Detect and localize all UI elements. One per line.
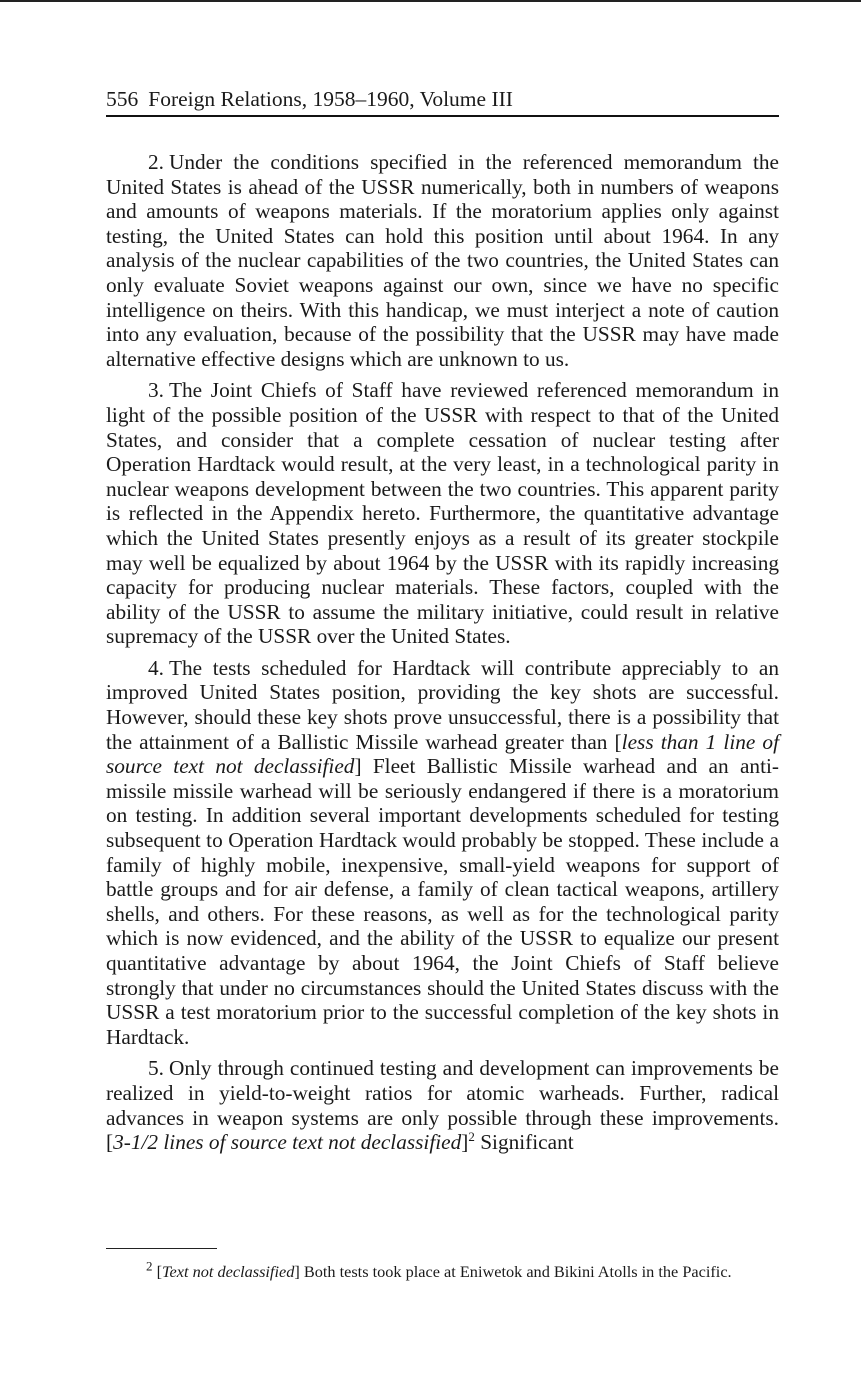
paragraph-number: 4.: [148, 655, 164, 680]
footnote-marker: 2: [146, 1258, 153, 1274]
page-header: [106, 84, 779, 117]
footnote-text: Both tests took place at Eniwetok and Bikini Atolls in the Pacific.: [303, 1262, 732, 1281]
paragraph-text: Under the conditions specified in the referenced memorandum the United States is ahead of the USSR numerically, both in numbers of weapons and amounts of weapons materials. If the moratorium applies only against testing, the United States can hold this position until about 1964. In any analysis of the nuclear capabilities of the two countries, the United States can only evaluate Soviet weapons against our own, since we have no specific intelligence on theirs. With this handicap, we must interject a note of caution into any evaluation, because of the possibility that the USSR may have made alternative effective designs which are unknown to us.: [106, 150, 779, 371]
paragraph-3: [106, 378, 779, 649]
paragraph-text: Significant: [474, 1130, 574, 1155]
document-body: [106, 150, 779, 1162]
paragraph-number: 3.: [148, 378, 164, 403]
running-title: Foreign Relations, 1958–1960, Volume III: [148, 87, 513, 111]
footnote-divider: [106, 1248, 217, 1249]
paragraph-4: [106, 656, 779, 1050]
paragraph-number: 2.: [148, 150, 164, 174]
footnote-reference[interactable]: 2: [468, 1129, 475, 1145]
redaction-note: 3-1/2 lines of source text not declassified: [113, 1130, 462, 1155]
paragraph-text: The tests scheduled for Hardtack will contribute appreciably to an improved United States position, providing the key shots are successful. However, should these key shots prove unsuccessful, there is a possibility that the attainment of a Ballistic Missile warhead greater than [: [106, 655, 779, 754]
paragraph-2: [106, 150, 779, 371]
top-edge-rule: [0, 0, 861, 2]
page-number: 556: [106, 87, 139, 111]
paragraph-text: ]: [461, 1130, 469, 1155]
footnote-2: $^2$ [Text not declassified] Both tests took place at Eniwetok and Bikini Atolls in the Pacific.: [146, 1258, 732, 1281]
paragraph-text: The Joint Chiefs of Staff have reviewed referenced memorandum in light of the possible position of the USSR with respect to that of the United States, and consider that a complete cessation of nuclear testing after Operation Hardtack would result, at the very least, in a technological parity in nuclear weapons development between the two countries. This apparent parity is reflected in the Appendix hereto. Furthermore, the quantitative advantage which the United States presently enjoys as a result of its greater stockpile may well be equalized by about 1964 by the USSR with its rapidly increasing capacity for producing nuclear materials. These factors, coupled with the ability of the USSR to assume the military initiative, could result in relative supremacy of the USSR over the United States.: [106, 378, 779, 649]
paragraph-5: [106, 1056, 779, 1154]
paragraph-text: ] Fleet Ballistic Missile warhead and an anti-missile missile warhead will be seriously endangered if there is a moratorium on testing. In addition several important developments scheduled for testing subsequent to Operation Hardtack would probably be stopped. These include a family of highly mobile, inexpensive, small-yield weapons for support of battle groups and for air defense, a family of clean tactical weapons, artillery shells, and others. For these reasons, as well as for the technological parity which is now evidenced, and the ability of the USSR to equalize our present quantitative advantage by about 1964, the Joint Chiefs of Staff believe strongly that under no circumstances should the United States discuss with the USSR a test moratorium prior to the successful completion of the key shots in Hardtack.: [106, 754, 779, 1049]
paragraph-number: 5.: [148, 1056, 164, 1081]
redaction-note: Text not declassified: [162, 1262, 295, 1281]
paragraph-text: Only through continued testing and development can improvements be realized in yield-to-weight ratios for atomic warheads. Further, radical advances in weapon systems are only possible through these improvements. [: [106, 1056, 779, 1155]
redaction-note: less than 1 line of source text not declassified: [106, 729, 779, 779]
